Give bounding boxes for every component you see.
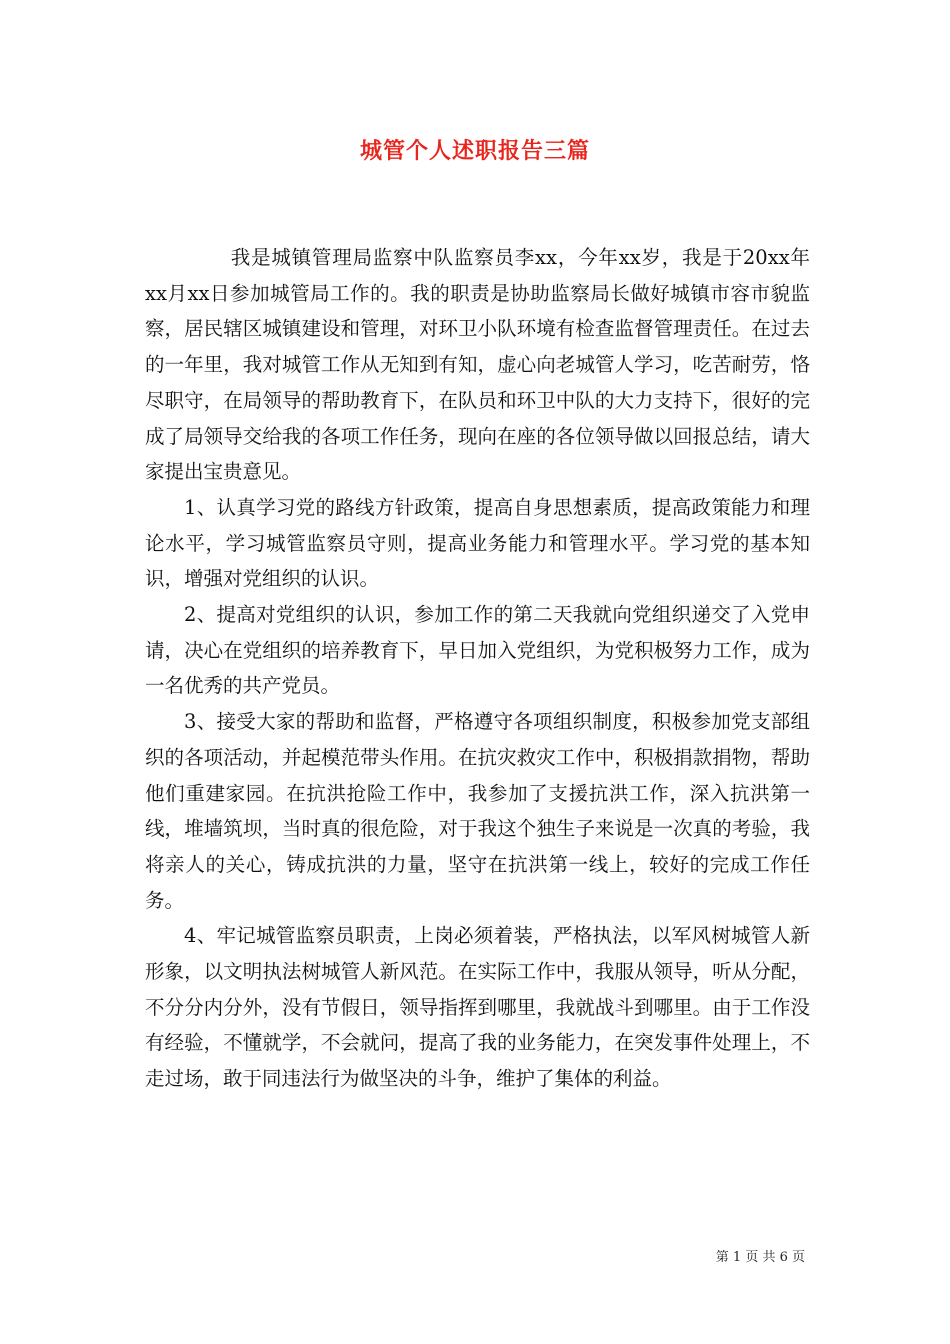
page-number-footer: 第 1 页 共 6 页 xyxy=(715,1250,805,1265)
paragraph-item-2: 2、提高对党组织的认识，参加工作的第二天我就向党组织递交了入党申请，决心在党组织的培养教育下，早日加入党组织，为党积极努力工作，成为一名优秀的共产党员。 xyxy=(145,603,810,698)
paragraph-intro: 我是城镇管理局监察中队监察员李xx，今年xx岁，我是于20xx年xx月xx日参加城管局工作的。我的职责是协助监察局长做好城镇市容市貌监察，居民辖区城镇建设和管理，对环卫小队环境有检查监督管理责任。在过去的一年里，我对城管工作从无知到有知，虚心向老城管人学习，吃苦耐劳，恪尽职守，在局领导的帮助教育下，在队员和环卫中队的大力支持下，很好的完成了局领导交给我的各项工作任务，现向在座的各位领导做以回报总结，请大家提出宝贵意见。 xyxy=(145,246,810,484)
page-title: 城管个人述职报告三篇 xyxy=(359,138,590,164)
paragraph-item-1: 1、认真学习党的路线方针政策，提高自身思想素质，提高政策能力和理论水平，学习城管监察员守则，提高业务能力和管理水平。学习党的基本知识，增强对党组织的认识。 xyxy=(145,495,810,591)
paragraph-item-3: 3、接受大家的帮助和监督，严格遵守各项组织制度，积极参加党支部组织的各项活动，并起模范带头作用。在抗灾救灾工作中，积极捐款捐物，帮助他们重建家园。在抗洪抢险工作中，我参加了支援抗洪工作，深入抗洪第一线，堆墙筑坝，当时真的很危险，对于我这个独生子来说是一次真的考验，我将亲人的关心，铸成抗洪的力量，坚守在抗洪第一线上，较好的完成工作任务。 xyxy=(145,710,810,912)
paragraph-item-4: 4、牢记城管监察员职责，上岗必须着装，严格执法，以军风树城管人新形象，以文明执法树城管人新风范。在实际工作中，我服从领导，听从分配，不分分内分外，没有节假日，领导指挥到哪里，我就战斗到哪里。由于工作没有经验，不懂就学，不会就问，提高了我的业务能力，在突发事件处理上，不走过场，敢于同违法行为做坚决的斗争，维护了集体的利益。 xyxy=(145,924,810,1091)
document-body xyxy=(145,240,810,1097)
